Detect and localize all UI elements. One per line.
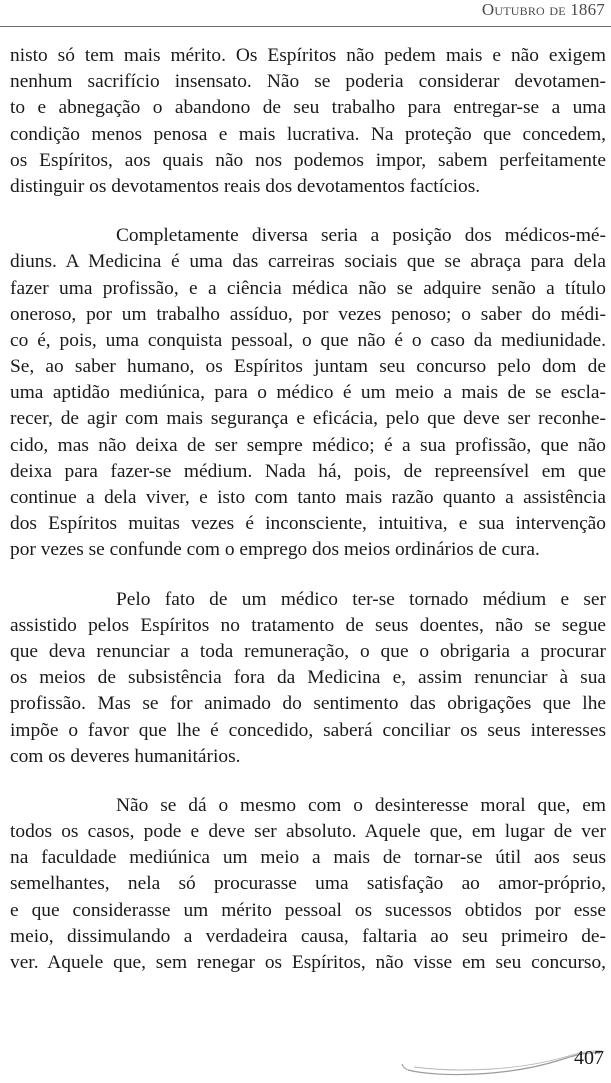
paragraph-4 xyxy=(10,793,606,976)
text-line: impõe o favor que lhe é concedido, saberá conciliar os seus interesses xyxy=(10,719,606,741)
text-line: semelhantes, nela só procurasse uma satisfação ao amor-próprio, xyxy=(10,873,606,895)
header-rule xyxy=(0,26,611,27)
text-line: profissão. Mas se for animado do sentimento das obrigações que lhe xyxy=(10,693,606,715)
page-number: 407 xyxy=(574,1047,604,1069)
text-line: cido, mas não deixa de ser sempre médico; é a sua profissão, que não xyxy=(10,434,606,456)
running-header: Outubro de 1867 xyxy=(481,0,605,19)
paragraph-2 xyxy=(10,223,606,563)
text-line: oneroso, por um trabalho assíduo, por vezes penoso; o saber do médi- xyxy=(10,303,606,325)
text-line: continue a dela viver, e isto com tanto mais razão quanto a assistência xyxy=(10,487,606,508)
page-footer xyxy=(0,1040,611,1083)
text-line: por vezes se confunde com o emprego dos meios ordinários de cura. xyxy=(10,539,540,561)
text-line: uma aptidão mediúnica, para o médico é um meio a mais de se escla- xyxy=(10,382,606,404)
text-line: Se, ao saber humano, os Espíritos juntam seu concurso pelo dom de xyxy=(10,356,606,378)
text-line: todos os casos, pode e deve ser absoluto. Aquele que, em lugar de ver xyxy=(10,821,606,843)
text-line: na faculdade mediúnica um meio a mais de tornar-se útil aos seus xyxy=(10,847,606,869)
text-line: deixa para fazer-se médium. Nada há, pois, de repreensível em que xyxy=(10,460,606,482)
text-line: os meios de subsistência fora da Medicina e, assim renunciar à sua xyxy=(10,667,606,689)
text-line: fazer uma profissão, e a ciência médica não se adquire senão a título xyxy=(10,277,606,299)
text-line: to e abnegação o abandono de seu trabalho para entregar-se a uma xyxy=(10,97,606,119)
text-line: com os deveres humanitários. xyxy=(10,745,241,767)
body-text xyxy=(10,43,606,999)
text-line: distinguir os devotamentos reais dos devotamentos factícios. xyxy=(10,175,481,197)
text-line: nenhum sacrifício insensato. Não se poderia considerar devotamen- xyxy=(10,71,606,93)
text-line: ver. Aquele que, sem renegar os Espíritos, não visse em seu concurso, xyxy=(10,952,606,973)
text-line: que deva renunciar a toda remuneração, o que o obrigaria a procurar xyxy=(10,640,606,662)
text-line: e que considerasse um mérito pessoal os sucessos obtidos por esse xyxy=(10,899,606,921)
text-line: dos Espíritos muitas vezes é inconsciente, intuitiva, e sua intervenção xyxy=(10,513,606,535)
text-line: diuns. A Medicina é uma das carreiras sociais que se abraça para dela xyxy=(10,251,606,273)
paragraph-1 xyxy=(10,43,606,200)
text-line: co é, pois, uma conquista pessoal, o que não é o caso da mediunidade. xyxy=(10,329,606,351)
text-line: meio, dissimulando a verdadeira causa, faltaria ao seu primeiro de- xyxy=(10,925,606,947)
text-line: Completamente diversa seria a posição dos médicos-mé- xyxy=(116,225,606,247)
text-line: Pelo fato de um médico ter-se tornado médium e ser xyxy=(116,588,606,610)
text-line: Não se dá o mesmo com o desinteresse moral que, em xyxy=(116,794,606,816)
text-line: condição menos penosa e mais lucrativa. Na proteção que concedem, xyxy=(10,123,606,145)
text-line: nisto só tem mais mérito. Os Espíritos não pedem mais e não exigem xyxy=(10,45,606,66)
text-line: recer, de agir com mais segurança e eficácia, pelo que deve ser reconhe- xyxy=(10,408,606,430)
text-line: assistido pelos Espíritos no tratamento de seus doentes, não se segue xyxy=(10,614,606,636)
text-line: os Espíritos, aos quais não nos podemos impor, sabem perfeitamente xyxy=(10,149,606,171)
paragraph-3 xyxy=(10,587,606,770)
